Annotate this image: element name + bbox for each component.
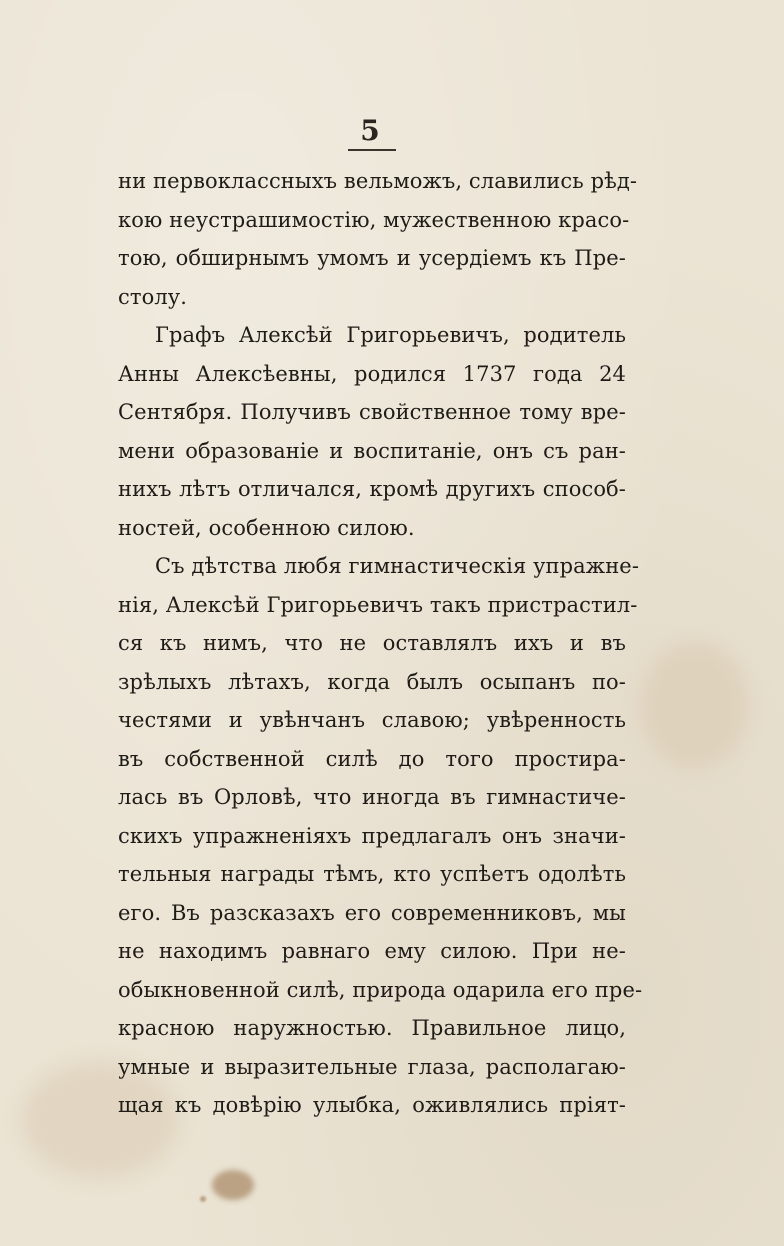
text-line: мени образованіе и воспитаніе, онъ съ ран- <box>118 438 626 463</box>
text-line: ся къ нимъ, что не оставлялъ ихъ и въ <box>118 631 626 655</box>
text-line: Сентября. Получивъ свойственное тому вре- <box>118 400 626 424</box>
text-line: не находимъ равнаго ему силою. При не- <box>118 939 626 963</box>
paper-discoloration <box>640 640 750 770</box>
text-line: ни первоклассныхъ вельможъ, славились рѣд- <box>118 169 638 193</box>
page-number-rule <box>348 149 396 151</box>
text-line: его. Въ разсказахъ его современниковъ, мы <box>118 900 626 925</box>
text-line: красною наружностью. Правильное лицо, <box>118 1016 626 1040</box>
text-line: скихъ упражненіяхъ предлагалъ онъ значи- <box>118 823 626 848</box>
text-line: въ собственной силѣ до того простира- <box>118 746 626 771</box>
text-line: обыкновенной силѣ, природа одарила его пре- <box>118 977 643 1002</box>
ink-stain <box>212 1170 254 1200</box>
text-line: нихъ лѣтъ отличался, кромѣ другихъ способ- <box>118 477 626 501</box>
text-line: Съ дѣтства любя гимнастическія упражне- <box>155 554 640 578</box>
text-line: Анны Алексѣевны, родился 1737 года 24 <box>118 361 626 386</box>
text-line: столу. <box>118 284 187 309</box>
text-line: честями и увѣнчанъ славою; увѣренность <box>118 708 626 732</box>
text-line: умные и выразительные глаза, располагаю- <box>118 1054 626 1079</box>
text-line: ностей, особенною силою. <box>118 515 415 540</box>
text-line: тельныя награды тѣмъ, кто успѣетъ одолѣть <box>118 862 626 886</box>
body-text <box>118 162 643 1125</box>
ink-stain <box>200 1196 206 1202</box>
text-line: тою, обширнымъ умомъ и усердіемъ къ Пре- <box>118 246 626 270</box>
text-line: кою неустрашимостію, мужественною красо- <box>118 207 630 232</box>
text-line: лась въ Орловѣ, что иногда въ гимнастиче- <box>118 785 626 809</box>
text-line: нія, Алексѣй Григорьевичъ такъ пристрастил- <box>118 592 638 617</box>
text-line: щая къ довѣрію улыбка, оживлялись пріят- <box>118 1093 626 1117</box>
page-number: 5 <box>360 114 380 147</box>
text-line: зрѣлыхъ лѣтахъ, когда былъ осыпанъ по- <box>118 669 626 694</box>
text-line: Графъ Алексѣй Григорьевичъ, родитель <box>155 323 626 347</box>
